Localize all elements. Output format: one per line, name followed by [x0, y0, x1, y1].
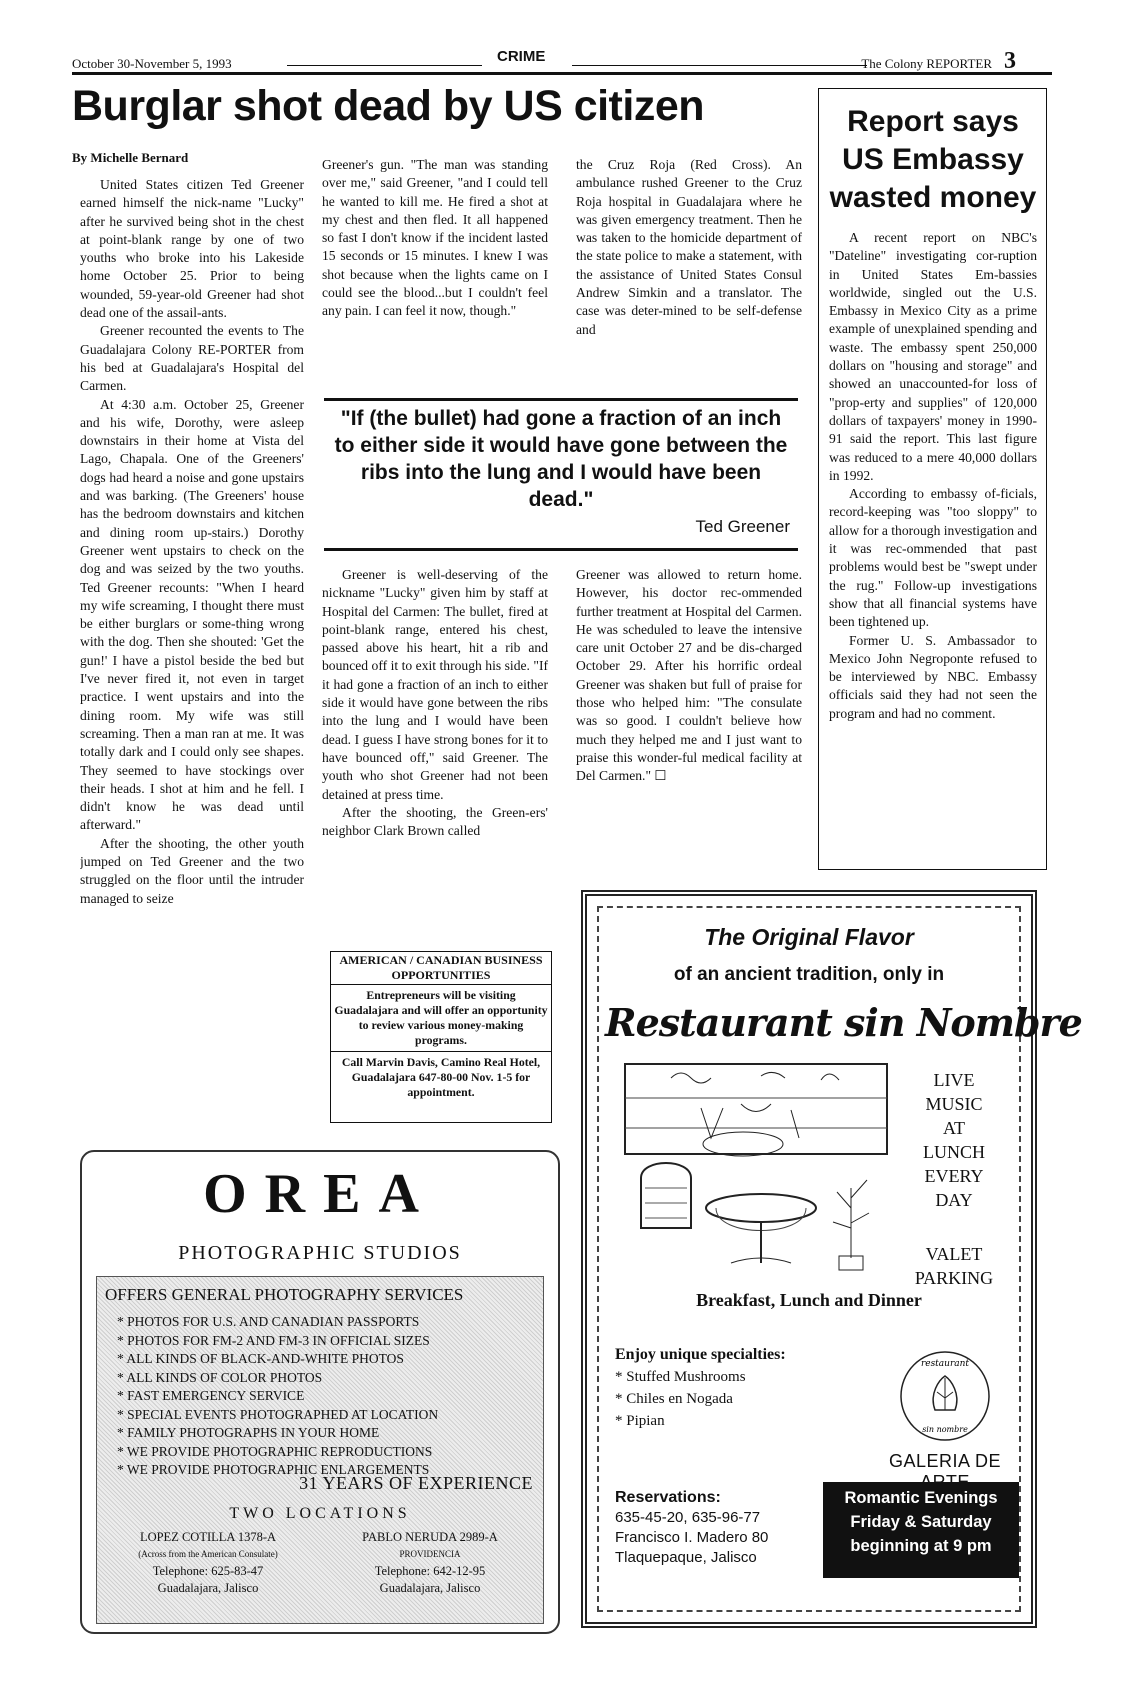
orea-subtitle: PHOTOGRAPHIC STUDIOS	[178, 1242, 462, 1264]
business-opportunities-box	[330, 951, 552, 1123]
paragraph: According to embassy of-ficials, record-keeping was "too sloppy" to allow for a thorough investigation and it was rec-ommended that past problems would best be "swept under the rug." Follow-up investigations show that all financial systems have been tightened up.	[829, 486, 1037, 630]
section-label: CRIME	[497, 48, 546, 65]
romantic-line: Romantic Evenings	[844, 1489, 998, 1507]
orea-advertisement	[80, 1150, 560, 1634]
location-note: (Across from the American Consulate)	[138, 1549, 278, 1559]
reservations-title: Reservations:	[615, 1489, 721, 1506]
valet-line: PARKING	[914, 1268, 994, 1288]
article-column-1	[80, 176, 304, 1128]
romantic-line: beginning at 9 pm	[850, 1537, 992, 1555]
orea-location-2	[325, 1529, 535, 1597]
meals-text: Breakfast, Lunch and Dinner	[696, 1290, 922, 1310]
live-line: AT	[943, 1118, 965, 1138]
publication-name: The Colony REPORTER	[861, 56, 992, 71]
list-item: * FAMILY PHOTOGRAPHS IN YOUR HOME	[117, 1425, 380, 1440]
header-rule-left	[287, 65, 482, 66]
live-music-text	[899, 1068, 1009, 1212]
seal-text-bottom: sin nombre	[922, 1425, 968, 1434]
location-phone: Telephone: 625-83-47	[152, 1564, 264, 1578]
valet-parking-text	[899, 1242, 1009, 1290]
valet-line: VALET	[925, 1244, 983, 1264]
orea-locations-title: TWO LOCATIONS	[229, 1505, 411, 1522]
article-column-3-bottom	[576, 566, 802, 874]
orea-location-1	[103, 1529, 313, 1597]
pullquote-rule-bottom	[324, 548, 798, 551]
article-column-2-top	[322, 156, 548, 378]
orea-services-panel	[96, 1276, 544, 1624]
specialty-item: * Chiles en Nogada	[615, 1391, 733, 1407]
reservations	[615, 1488, 815, 1568]
galeria-label: GALERIA DE	[888, 1451, 1002, 1471]
paragraph: United States citizen Ted Greener earned himself the nick-name "Lucky" after he survived being shot in the chest at point-blank range by one of two youths who broke into his Lakeside home October 25. Prior to being wounded, 59-year-old Greener had shot dead one of the assail-ants.	[80, 177, 304, 321]
galeria-seal-icon	[897, 1348, 993, 1444]
business-box-footer: Call Marvin Davis, Camino Real Hotel, Guadalajara 647-80-00 Nov. 1-5 for appointment.	[341, 1055, 541, 1099]
reservations-line: Francisco I. Madero 80	[615, 1529, 769, 1546]
business-box-title: AMERICAN / CANADIAN BUSINESS OPPORTUNITIES	[331, 952, 551, 985]
paragraph-text: Greener was allowed to return home. However, his doctor rec-ommended further treatment at Hospital del Carmen. He was scheduled to leave the intensive care unit October 27 and be dis-charged October 29. After his horrific ordeal Greener was shaken but full of praise for those who helped him: "The consulate was so good. I couldn't believe how much they helped me and I just want to praise this wonder-ful medical facility at Del Carmen."	[576, 567, 802, 784]
restaurant-name-logo: Restaurant sin Nombre	[605, 1000, 1082, 1045]
live-line: LUNCH	[923, 1142, 985, 1162]
reservations-line: 635-45-20, 635-96-77	[615, 1509, 761, 1526]
header-divider	[72, 72, 1052, 75]
page-number: 3	[1004, 48, 1016, 74]
restaurant-tagline-2: of an ancient tradition, only in	[673, 964, 945, 985]
paragraph: the Cruz Roja (Red Cross). An ambulance rushed Greener to the Cruz Roja hospital in Guadalajara where he was given emergency treatment. Then he was taken to the homicide department of the state police to make a statement, with the assistance of United States Consul Andrew Simkin and a translator. The case was deter-mined to be self-defense and	[576, 157, 802, 337]
romantic-line: Friday & Saturday	[850, 1513, 992, 1531]
reservations-line: Tlaquepaque, Jalisco	[615, 1549, 757, 1566]
sidebar-body	[829, 229, 1037, 859]
paragraph	[576, 566, 802, 786]
restaurant-tagline-1: The Original Flavor	[704, 924, 914, 950]
list-item: * WE PROVIDE PHOTOGRAPHIC REPRODUCTIONS	[117, 1443, 433, 1459]
romantic-evenings-box	[823, 1482, 1019, 1578]
paragraph: Former U. S. Ambassador to Mexico John Negroponte refused to be interviewed by NBC. Embassy officials said they had not seen the program and had no comment.	[829, 632, 1037, 721]
location-note: PROVIDENCIA	[399, 1549, 461, 1559]
orea-services-list	[117, 1313, 438, 1480]
location-city: Guadalajara, Jalisco	[379, 1581, 481, 1595]
seal-text-top: restaurant	[920, 1359, 970, 1369]
paragraph: Greener is well-deserving of the nickname "Lucky" given him by staff at Hospital del Carmen: The bullet, fired at point-blank range, entered his chest, passed above his heart, hit a rib and bounced off it to exit through his side. "If it had gone a fraction of an inch to either side it would have gone between the ribs into the lung and I would have been dead. I guess I have strong bones for it to have bounced off," said Greener. The youth who shot Greener had not been detained at press time.	[322, 567, 548, 802]
restaurant-advertisement	[581, 890, 1082, 1628]
list-item: * FAST EMERGENCY SERVICE	[117, 1388, 305, 1403]
pullquote-rule-top	[324, 398, 798, 401]
orea-experience: 31 YEARS OF EXPERIENCE	[299, 1473, 533, 1493]
specialty-item: * Pipian	[615, 1413, 665, 1429]
paragraph: After the shooting, the Green-ers' neighbor Clark Brown called	[322, 804, 548, 839]
pull-quote-attribution: Ted Greener	[695, 517, 790, 536]
location-name: LOPEZ COTILLA 1378-A	[139, 1530, 277, 1544]
sidebar-headline: Report says US Embassy wasted money	[829, 105, 1037, 214]
live-line: LIVE	[933, 1070, 975, 1090]
live-line: EVERY	[924, 1166, 984, 1186]
end-mark-icon: ☐	[654, 768, 667, 784]
paragraph: A recent report on NBC's "Dateline" investigating cor-ruption in United States Em-bassies worldwide, singled out the U.S. Embassy in Mexico City as a prime example of unexplained spending and waste. The embassy spent 250,000 dollars on "housing and storage" and showed an unaccounted-for loss of "prop-erty and supplies" of 120,000 dollars of taxpayers' money in 1990-91 said the report. This last figure was reduced to a mere 40,000 dollars in 1992.	[829, 230, 1037, 483]
list-item: * ALL KINDS OF COLOR PHOTOS	[117, 1369, 323, 1385]
article-column-2-bottom	[322, 566, 548, 944]
live-line: DAY	[935, 1190, 973, 1210]
orea-offers-heading: OFFERS GENERAL PHOTOGRAPHY SERVICES	[105, 1285, 464, 1304]
paragraph: After the shooting, the other youth jumped on Ted Greener and the two struggled on the floor until the intruder managed to seize	[80, 835, 304, 906]
restaurant-ad-inner-border	[597, 906, 1082, 1612]
location-phone: Telephone: 642-12-95	[374, 1564, 486, 1578]
pull-quote: "If (the bullet) had gone a fraction of an inch to either side it would have gone between the ribs into the lung and I would have been dead."	[334, 407, 788, 511]
location-name: PABLO NERUDA 2989-A	[362, 1530, 498, 1544]
specialty-item: * Stuffed Mushrooms	[615, 1369, 746, 1385]
galeria-block	[875, 1348, 1015, 1493]
article-headline: Burglar shot dead by US citizen	[72, 82, 704, 130]
specialties-title: Enjoy unique specialties:	[615, 1346, 786, 1363]
header-rule-right	[572, 65, 867, 66]
article-column-3-top	[576, 156, 802, 378]
live-line: MUSIC	[925, 1094, 983, 1114]
specialties	[615, 1344, 855, 1432]
orea-logo: OREA	[203, 1163, 437, 1225]
paragraph: Greener recounted the events to The Guadalajara Colony RE-PORTER from his bed at Guadalajara's Hospital del Carmen.	[80, 323, 304, 394]
restaurant-illustration	[611, 1058, 901, 1278]
paragraph: Greener's gun. "The man was standing over me," said Greener, "and I could tell he wanted to kill me. He fired a shot at my chest and then fled. It all happened so fast I don't know if the incident lasted 15 seconds or 15 minutes. I knew I was shot because when the lights came on I could see the blood...but I couldn't feel any pain. I can feel it now, though."	[322, 157, 548, 319]
issue-date: October 30-November 5, 1993	[72, 56, 232, 71]
list-item: * SPECIAL EVENTS PHOTOGRAPHED AT LOCATION	[117, 1406, 439, 1422]
list-item: * ALL KINDS OF BLACK-AND-WHITE PHOTOS	[117, 1351, 404, 1366]
location-city: Guadalajara, Jalisco	[157, 1581, 259, 1595]
list-item: * PHOTOS FOR U.S. AND CANADIAN PASSPORTS	[117, 1314, 420, 1329]
business-box-body: Entrepreneurs will be visiting Guadalajara and will offer an opportunity to review various money-making programs.	[331, 985, 551, 1052]
list-item: * PHOTOS FOR FM-2 AND FM-3 IN OFFICIAL SIZES	[117, 1332, 430, 1348]
paragraph: At 4:30 a.m. October 25, Greener and his wife, Dorothy, were asleep downstairs in their home at Vista del Lago, Chapala. One of the Greeners' dogs had heard a noise and gone upstairs and was barking. (The Greeners' house has the bedroom downstairs and kitchen and dining room up-stairs.) Dorothy Greener went upstairs to check on the dog and was seized by the two youths. Ted Greener recounts: "When I heard my wife screaming, I thought there must be either burglars or some-thing wrong with the dog. Then she shouted: 'Get the gun!' I have a pistol beside the bed but I've never fired it, not even in target practice. I went upstairs and into the dining room. My wife was still screaming. Then a man ran at me. It was totally dark and I could only see shapes. They seemed to have stockings over their heads. I shot at him and he fell. I didn't know he was dead until afterward."	[80, 396, 304, 833]
page-header	[72, 48, 1052, 72]
embassy-sidebar	[818, 88, 1047, 870]
list-item: * WE PROVIDE PHOTOGRAPHIC ENLARGEMENTS	[117, 1462, 430, 1477]
article-byline: By Michelle Bernard	[72, 150, 189, 165]
